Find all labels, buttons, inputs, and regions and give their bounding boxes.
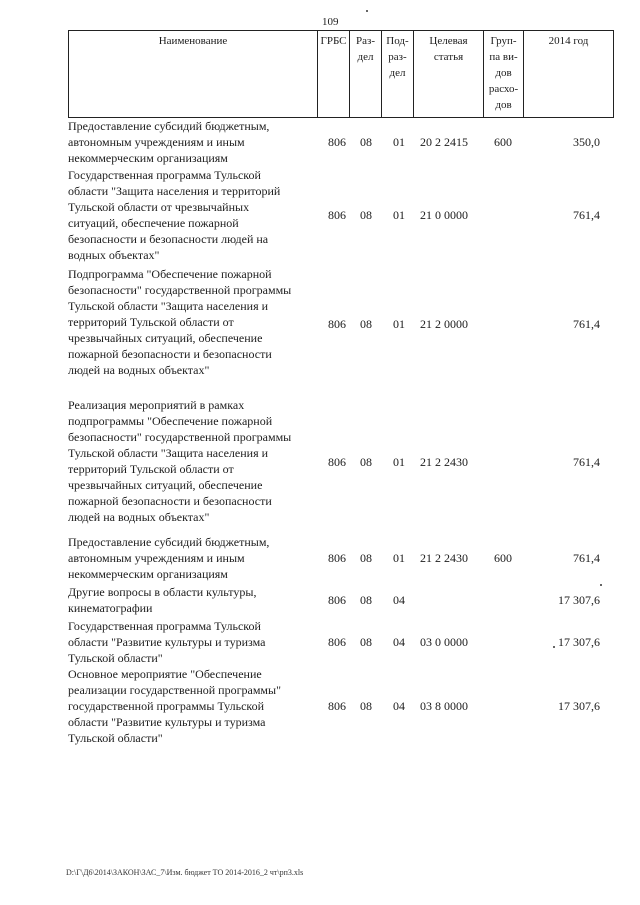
row-value: 17 307,6 <box>558 635 600 649</box>
row-value: 17 307,6 <box>558 699 600 713</box>
scan-speck <box>600 584 602 586</box>
row-tselevaya: 20 2 2415 <box>420 135 468 149</box>
row-name: Предоставление субсидий бюджетным, автономным учреждениям и иным некоммерческим организациям <box>68 119 270 165</box>
row-tselevaya: 03 8 0000 <box>420 699 468 713</box>
column-header-razdel: Раз- дел <box>349 31 381 117</box>
row-name: Подпрограмма "Обеспечение пожарной безопасности" государственной программы Тульской области "Защита населения и территорий Тульской области от чрезвычайных ситуаций, обеспечение пожарной безопасности и безопасности людей на водных объектах" <box>68 267 292 377</box>
row-podrazdel: 01 <box>393 455 405 469</box>
row-name: Реализация мероприятий в рамках подпрограммы "Обеспечение пожарной безопасности" государственной программы Тульской области "Защита населения и территорий Тульской области от чрезвычайных ситуаций, обеспечение пожарной безопасности и безопасности людей на водных объектах" <box>68 398 292 524</box>
row-razdel: 08 <box>360 635 372 649</box>
row-value: 761,4 <box>573 208 600 222</box>
row-razdel: 08 <box>360 551 372 565</box>
row-razdel: 08 <box>360 455 372 469</box>
scan-speck <box>553 646 555 648</box>
row-grbs: 806 <box>328 551 346 565</box>
row-podrazdel: 01 <box>393 551 405 565</box>
column-header-gruppa: Груп- па ви- дов расхо- дов <box>483 31 523 117</box>
table-header <box>68 30 614 118</box>
row-name: Государственная программа Тульской области "Защита населения и территорий Тульской области от чрезвычайных ситуаций, обеспечение пожарной безопасности и безопасности людей на водных объектах" <box>68 168 281 262</box>
row-tselevaya: 21 0 0000 <box>420 208 468 222</box>
row-grbs: 806 <box>328 699 346 713</box>
file-path-footer: D:\Г\Д6\2014\ЗАКОН\ЗАС_7\Изм. бюджет ТО 2014-2016_2 чт\рп3.xls <box>66 868 304 877</box>
row-value: 761,4 <box>573 317 600 331</box>
row-podrazdel: 04 <box>393 635 405 649</box>
row-grbs: 806 <box>328 593 346 607</box>
row-name: Государственная программа Тульской области "Развитие культуры и туризма Тульской области" <box>68 619 266 665</box>
row-razdel: 08 <box>360 699 372 713</box>
row-value: 17 307,6 <box>558 593 600 607</box>
row-podrazdel: 04 <box>393 699 405 713</box>
row-tselevaya: 21 2 2430 <box>420 455 468 469</box>
row-grbs: 806 <box>328 135 346 149</box>
row-tselevaya: 03 0 0000 <box>420 635 468 649</box>
row-podrazdel: 01 <box>393 317 405 331</box>
row-podrazdel: 04 <box>393 593 405 607</box>
row-name: Другие вопросы в области культуры, кинематографии <box>68 585 257 615</box>
row-gruppa: 600 <box>494 551 512 565</box>
column-header-grbs: ГРБС <box>317 31 349 117</box>
column-header-podrazdel: Под- раз- дел <box>381 31 413 117</box>
column-header-name: Наименование <box>158 35 228 47</box>
page-number: 109 <box>322 16 339 28</box>
row-name: Основное мероприятие "Обеспечение реализации государственной программы" государственной программы Тульской области "Развитие культуры и туризма Тульской области" <box>68 667 281 745</box>
row-podrazdel: 01 <box>393 135 405 149</box>
column-header-year: 2014 год <box>523 31 613 117</box>
column-header-tselevaya: Целевая статья <box>413 31 483 117</box>
row-grbs: 806 <box>328 635 346 649</box>
scan-speck <box>366 10 368 12</box>
row-grbs: 806 <box>328 317 346 331</box>
row-grbs: 806 <box>328 455 346 469</box>
row-razdel: 08 <box>360 135 372 149</box>
row-razdel: 08 <box>360 317 372 331</box>
row-value: 350,0 <box>573 135 600 149</box>
row-value: 761,4 <box>573 551 600 565</box>
row-podrazdel: 01 <box>393 208 405 222</box>
row-value: 761,4 <box>573 455 600 469</box>
row-razdel: 08 <box>360 208 372 222</box>
row-grbs: 806 <box>328 208 346 222</box>
row-tselevaya: 21 2 2430 <box>420 551 468 565</box>
row-tselevaya: 21 2 0000 <box>420 317 468 331</box>
row-name: Предоставление субсидий бюджетным, автономным учреждениям и иным некоммерческим организациям <box>68 535 270 581</box>
row-razdel: 08 <box>360 593 372 607</box>
row-gruppa: 600 <box>494 135 512 149</box>
